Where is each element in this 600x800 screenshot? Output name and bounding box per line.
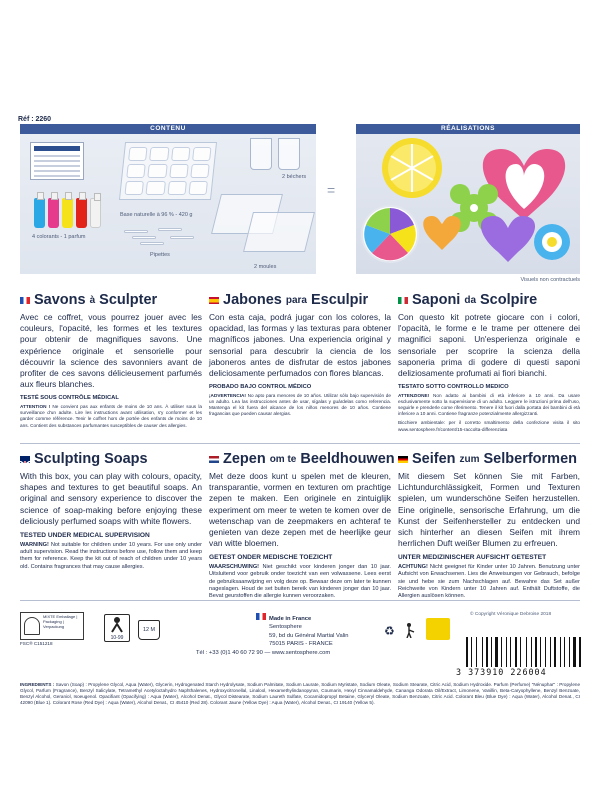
soap-base-tray (119, 142, 217, 200)
barcode-bar (542, 637, 544, 667)
barcode-bar (476, 637, 477, 667)
barcode-bar (518, 637, 519, 667)
barcode (466, 637, 584, 667)
spanish-test-heading: PROBADO BAJO CONTROL MÉDICO (209, 384, 312, 391)
beakers-label: 2 béchers (282, 174, 307, 180)
tidyman-icon (404, 622, 418, 638)
italian-test-heading: TESTATO SOTTO CONTROLLO MEDICO (398, 384, 509, 391)
beaker-2 (278, 138, 300, 170)
pink-heart-soap (483, 149, 565, 220)
french-section (20, 292, 202, 429)
yellow-citrus-soap (382, 138, 442, 198)
uk-flag-icon (20, 456, 30, 463)
pink-dye-bottle (48, 198, 59, 228)
barcode-bar (501, 637, 502, 667)
kit-box-image (30, 142, 84, 180)
barcode-bar (520, 637, 521, 667)
french-warning: ATTENTION ! Ne convient pas aux enfants de moins de 10 ans. À utiliser sous la surveillance d'un adulte. Lire les instructions avant utilisation, s'y conformer et les garder comme référence. Tenir le coffret hors de portée des enfants de moins de 10 ans. Contient des substances parfumantes susceptibles de causer des allergies. (20, 404, 202, 428)
pao-icon: 12 M (138, 620, 160, 640)
italian-description: Con questo kit potrete giocare con i colori, l'opacità, le forme e le trame per ottenere dei magnifici saponi. Un'esperienza originale e sensoriale per scoprire la scienza della saponeria prima di godere di questi saponi deliziosamente profumati ai fiori bianchi. (398, 312, 580, 378)
barcode-bar (466, 637, 468, 667)
barcode-bar (506, 637, 507, 667)
italian-section (398, 292, 580, 433)
english-title: Sculpting Soaps (20, 451, 202, 467)
italian-title: Saponi da Scolpire (398, 292, 580, 308)
multicolor-citrus-soap (362, 206, 418, 262)
netherlands-flag-icon (209, 456, 219, 463)
barcode-bar (564, 637, 565, 667)
barcode-bar (547, 637, 550, 667)
barcode-bar (545, 637, 546, 667)
barcode-bar (508, 637, 509, 667)
red-dye-bottle (76, 198, 87, 228)
barcode-bar (540, 637, 541, 667)
barcode-bar (473, 637, 475, 667)
orange-heart-soap (423, 216, 461, 250)
barcode-bar (482, 637, 483, 667)
italian-warning: ATTENZIONE! Non adatto ai bambini di età inferiore a 10 anni. Da usare esclusivamente sotto la supervisione di un adulto. Leggere le istruzioni prima dell'uso, seguirle e prenderle come riferimento. Tenere il kit fuori dalla portata dei bambini di età inferiore a 10 anni. Contiene fragranze potenzialmente allergizzanti. (398, 393, 581, 417)
barcode-number: 3 373910 226004 (456, 667, 547, 677)
pipette (132, 236, 156, 239)
molds-label: 2 moules (254, 264, 277, 270)
beaker-1 (250, 138, 272, 170)
italian-recycling-note: Bicchiere ambientale: per il corretto smaltimento della confezione visita il sito www.sentosphere.fr/content/15-raccolta-differenziata (398, 420, 580, 432)
perfume-bottle (90, 198, 101, 228)
barcode-bar (489, 637, 490, 667)
english-warning: WARNING! Not suitable for children under 10 years. For use only under adult supervision. Read the instructions before use, follow them and keep them for reference. Keep the kit out of reach of children under 10 years old. Contains fragrances that may cause allergies. (20, 541, 202, 570)
barcode-bar (579, 637, 581, 667)
blue-dye-bottle (34, 198, 45, 228)
barcode-bar (577, 637, 578, 667)
contents-panel (20, 134, 316, 274)
dutch-description: Met deze doos kunt u spelen met de kleuren, transparantie, vormen en texturen om prachtige zepen te maken. Een originele en zintuiglijk experiment om meer te weten te komen over de wetenschap van de zeepmakers en achteraf te genieten van deze zepen met de heerlijke geur van witte bloemen. (209, 471, 391, 549)
fsc-tree-icon (24, 617, 40, 635)
base-label: Base naturelle à 96 % - 420 g (120, 212, 193, 218)
barcode-bar (471, 637, 472, 667)
french-test-heading: TESTÉ SOUS CONTRÔLE MÉDICAL (20, 395, 119, 402)
barcode-bar (573, 637, 576, 667)
barcode-bar (557, 637, 559, 667)
barcode-bar (486, 637, 488, 667)
german-title: Seifen zum Selberformen (398, 451, 580, 467)
german-test-heading: UNTER MEDIZINISCHER AUFSICHT GETESTET (398, 554, 547, 562)
barcode-bar (478, 637, 481, 667)
barcode-bar (554, 637, 556, 667)
barcode-bar (503, 637, 505, 667)
realisations-banner: RÉALISATIONS (356, 124, 580, 134)
english-description: With this box, you can play with colours, opacity, shapes and textures to get beautiful soaps. An original and sensory experience to discover the science of soap-making before enjoying these deliciously perfumed soaps with white flowers. (20, 471, 202, 526)
purple-heart-soap (481, 216, 535, 262)
mold-tray-2 (243, 212, 315, 252)
section-divider (20, 443, 580, 444)
french-description: Avec ce coffret, vous pourrez jouer avec les couleurs, l'opacité, les formes et les textures pour obtenir de magnifiques savons. Une expérience originale et sensorielle pour découvrir la science des savonniers avant de profiter de ces savons délicieusement parfumés aux fleurs blanches. (20, 312, 202, 390)
french-title: Savons à Sculpter (20, 292, 202, 308)
barcode-bar (538, 637, 539, 667)
pipette (140, 242, 164, 245)
barcode-bar (512, 637, 514, 667)
barcode-bar (550, 637, 551, 667)
germany-flag-icon (398, 456, 408, 463)
barcode-bar (552, 637, 553, 667)
contenu-banner: CONTENU (20, 124, 316, 134)
spanish-title: Jabones para Esculpir (209, 292, 391, 308)
english-test-heading: TESTED UNDER MEDICAL SUPERVISION (20, 531, 150, 539)
recycling-icon: ♻ (384, 624, 395, 638)
triman-icon (426, 618, 450, 640)
france-flag-icon (20, 297, 30, 304)
barcode-bar (510, 637, 511, 667)
dutch-title: Zepen om te Beeldhouwen (209, 451, 391, 467)
barcode-bar (582, 637, 583, 667)
footer-divider (20, 600, 580, 601)
german-section (398, 451, 580, 601)
blue-flower-soap (534, 224, 570, 260)
yellow-dye-bottle (62, 198, 73, 228)
dutch-section (209, 451, 395, 601)
soap-results-image (356, 134, 580, 274)
visuals-disclaimer: Visuels non contractuels (520, 277, 580, 283)
barcode-bar (499, 637, 500, 667)
barcode-bar (528, 637, 530, 667)
german-description: Mit diesem Set können Sie mit Farben, Lichtundurchlässigkeit, Formen und Texturen spielen, um wunderschöne Seifen herzustellen. Eine originelle, sensorische Erfahrung, um die Kunst der Seifenhersteller zu entdecken und sich hinterher an diesen Seifen mit ihrem herrlichen Duft weißer Blumen zu erfreuen. (398, 471, 580, 549)
barcode-bar (560, 637, 561, 667)
barcode-bar (569, 637, 570, 667)
colorants-label: 4 colorants - 1 parfum (32, 234, 86, 240)
barcode-bar (566, 637, 568, 667)
barcode-bar (484, 637, 485, 667)
dutch-warning: WAARSCHUWING! Niet geschikt voor kinderen jonger dan 10 jaar. Uitsluitend voor gebruik onder toezicht van een volwassene. Lees eerst de gebruiksaanwijzing en volg deze op. Bewaar deze om later te kunnen nageslagen. Houd de set buiten bereik van kinderen jonger dan 10 jaar. Bevat geurstoffen die allergie kunnen veroorzaken. (209, 564, 391, 600)
spain-flag-icon (209, 297, 219, 304)
italy-flag-icon (398, 297, 408, 304)
fsc-code: FSC® C151218 (20, 641, 53, 646)
barcode-bar (522, 637, 525, 667)
pipette (170, 236, 194, 239)
german-warning: ACHTUNG! Nicht geeignet für Kinder unter 10 Jahren. Benutzung unter Aufsicht von Erwachsenen. Lies die Anweisungen vor Gebrauch, befolge sie und hebe sie zum Nachschlagen auf. Bewahre das Set außer Reichweite von Kindern unter 10 Jahren auf. Enthält Duftstoffe, die Allergien auslösen können. (398, 564, 580, 600)
copyright: © Copyright Véronique Debroise 2018 (470, 612, 552, 617)
barcode-bar (469, 637, 470, 667)
barcode-bar (531, 637, 532, 667)
barcode-bar (493, 637, 495, 667)
age-warning-icon: 10-99 (104, 614, 130, 642)
france-flag-icon (256, 613, 266, 620)
results-panel (356, 134, 580, 274)
barcode-bar (535, 637, 537, 667)
barcode-bar (495, 637, 498, 667)
pipette (158, 228, 182, 231)
barcode-bar (526, 637, 527, 667)
fsc-logo: MIXTE Emballage | Packaging | Verpackung (20, 612, 84, 640)
spanish-description: Con esta caja, podrá jugar con los colores, la opacidad, las formas y las texturas para obtener magníficos jabones. Una experiencia original y sensorial para descubrir la ciencia de los jaboneros antes de disfrutar de estos jabones deliciosamente perfumados con flores blancas. (209, 312, 391, 378)
equals-sign: = (327, 182, 336, 198)
manufacturer-info: Made in France Sentosphere 59, bd du Général Martial Valin 75015 PARIS - FRANCE Tél : +33 (0)1 40 60 72 90 — www.sentosphere.com (256, 613, 348, 657)
barcode-bar (533, 637, 534, 667)
ingredients-list: INGREDIENTS : Savon (Soap) : Propylene Glycol, Aqua (Water), Glycerin, Hydrogenated Starch Hydrolysate, Sodium Palmitate, Sodium Laurate, Sodium Myristate, Sodium Oleate, Sodium Stearate, Citric Acid, Sodium Hydroxide. Parfum (Perfume) "Nénuphar" : Propylene Glycol, Parfum (Fragrance), Benzyl Salicylate, Tetramethyl Acetyloctahydro Naphthalenes, Hydroxycitronellal, Linalool, Hexamethylindanopyran, Coumarin, Hexyl Cinnamaldehyde, Cananga Odorata Oil/Extract, Limonene, Vanillin, Beta-Caryophyllene, Benzyl Benzoate, Benzyl Alcohol, Geraniol, Isoeugenol. Opacifiant (Opacifying) : Aqua (Water), Alcohol Denat., Glycol Distearate, Sodium Laureth Sulfate, Cocamidopropyl Betaine, Glyceryl Oleate, Sodium Benzoate, Citric Acid. Colorant Bleu (Blue Dye) : Aqua (Water), Alcohol Denat., CI 42090 (Blue 1). Colorant Rose (Red Dye) : Aqua (Water), Alcohol Denat., CI 45410 (Red 28). Colorant Jaune (Yellow Dye) : Aqua (Water), Alcohol Denat., CI 19140 (Yellow 5). (20, 682, 580, 706)
english-section (20, 451, 202, 571)
spanish-warning: ¡ADVERTENCIA! No apto para menores de 10 años. Utilizar sólo bajo supervisión de un adulto. Lea las instrucciones antes de usar, sígalas y guárdelas como referencia. Mantenga el kit fuera del alcance de los niños menores de 10 años. Contiene fragancias que pueden causar alergias. (209, 393, 391, 417)
spanish-section (209, 292, 391, 417)
barcode-bar (562, 637, 563, 667)
barcode-bar (571, 637, 572, 667)
reference-number: Réf : 2260 (18, 116, 52, 123)
barcode-bar (491, 637, 492, 667)
pipette (124, 230, 148, 233)
dutch-test-heading: GETEST ONDER MEDISCHE TOEZICHT (209, 554, 333, 562)
barcode-bar (515, 637, 517, 667)
pipettes-label: Pipettes (150, 252, 170, 258)
